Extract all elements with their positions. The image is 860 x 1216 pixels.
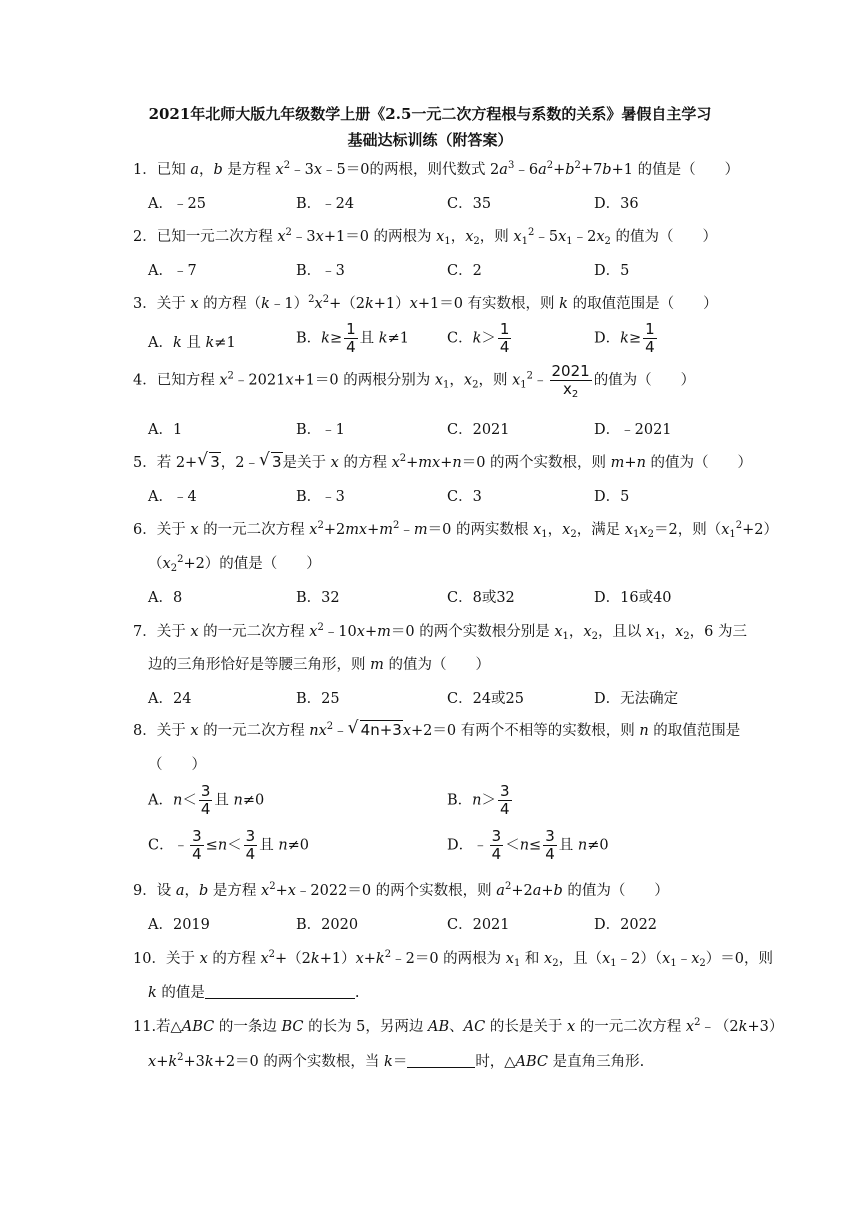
title-line-1: 2021年北师大版九年级数学上册《2.5一元二次方程根与系数的关系》暑假自主学习 — [148, 105, 712, 123]
q4-option-c[interactable]: C．2021 — [447, 422, 510, 438]
question-11-line-2: $x+k^2+3k+2=0$ 的两个实数根，当 k＝ 时，△ABC 是直角三角形. — [148, 1052, 645, 1070]
q4-option-a[interactable]: A．1 — [148, 422, 183, 438]
question-7-line-1: 7．关于 x 的一元二次方程 $x^2﹣10x+m=0$ 的两个实数根分别是 $x_1$，$x_2$，且以 $x_1$，$x_2$，6 为三 — [133, 622, 748, 642]
question-6-line-1: 6．关于 x 的一元二次方程 $x^2+2mx+m^2﹣m=0$ 的两实数根 $x_1$，$x_2$，满足 $x_1x_2=2$，则$(x_1^2+2)$ — [133, 520, 779, 540]
q2-option-d[interactable]: D．5 — [594, 263, 630, 279]
q3-option-c[interactable]: C．k＞ $\frac{1}{4}$ — [447, 320, 510, 356]
q3-option-b[interactable]: B．k≥ $\frac{1}{4}$ 且 k≠1 — [296, 320, 409, 356]
q2-option-b[interactable]: B．﹣3 — [296, 263, 345, 279]
question-8-line-1: 8．关于 x 的一元二次方程 $nx^2﹣√$ 4n+3x+2＝0 有两个不相等的实数根，则 n 的取值范围是 — [133, 719, 740, 740]
fraction-1-4: $\frac{1}{4}$ — [346, 320, 356, 356]
question-3: 3．关于 x 的方程$(k﹣1)^2x^2+(2k+1)x+1=0$ 有实数根，则 k 的取值范围是（ ） — [133, 294, 718, 312]
fraction-3-4: $\frac{3}{4}$ — [545, 827, 555, 863]
question-5: 5．若 2+√ 3，2﹣√ 3是关于 x 的方程 $x^2+mx+n=0$ 的两个实数根，则 m+n 的值为（ ） — [133, 451, 752, 472]
q2-option-c[interactable]: C．2 — [447, 263, 482, 279]
question-9: 9．设 a，b 是方程 $x^2+x﹣2022=0$ 的两个实数根，则 $a^2+2a+b$ 的值为（ ） — [133, 881, 669, 899]
q8-option-d[interactable]: D．﹣ $\frac{3}{4}$ ＜n≤ $\frac{3}{4}$ 且 n≠0 — [447, 827, 609, 863]
q6-option-c[interactable]: C．8或32 — [447, 590, 515, 606]
fraction-3-4: $\frac{3}{4}$ — [192, 827, 202, 863]
q1-option-c[interactable]: C．35 — [447, 196, 492, 212]
question-1: 1．已知 a，b 是方程 $x^2﹣3x﹣5=0$的两根，则代数式 $2a^3﹣6a^2+b^2+7b+1$ 的值是（ ） — [133, 160, 740, 178]
q5-option-b[interactable]: B．﹣3 — [296, 489, 345, 505]
q1-option-d[interactable]: D．36 — [594, 196, 639, 212]
q6-option-a[interactable]: A．8 — [148, 590, 183, 606]
q7-option-a[interactable]: A．24 — [148, 691, 192, 707]
answer-blank[interactable] — [407, 1053, 475, 1068]
sqrt-4n-plus-3: √ 4n+3 — [348, 721, 403, 739]
question-7-line-2: 边的三角形恰好是等腰三角形，则 m 的值为（ ） — [148, 657, 490, 673]
q9-option-d[interactable]: D．2022 — [594, 917, 658, 933]
fraction-2021-x2: $\frac{2021}{x_2}$ — [551, 362, 590, 400]
q6-option-b[interactable]: B．32 — [296, 590, 340, 606]
q5-option-d[interactable]: D．5 — [594, 489, 630, 505]
question-2: 2．已知一元二次方程 $x^2﹣3x+1=0$ 的两根为 $x_1$，$x_2$，则 $x_1^2﹣5x_1﹣2x_2$ 的值为（ ） — [133, 227, 718, 247]
q3-option-a[interactable]: A．k 且 k≠1 — [148, 335, 236, 351]
q8-option-a[interactable]: A．n＜ $\frac{3}{4}$ 且 n≠0 — [148, 782, 265, 818]
q1-option-a[interactable]: A．﹣25 — [148, 196, 206, 212]
q8-option-b[interactable]: B．n＞ $\frac{3}{4}$ — [447, 782, 510, 818]
q2-option-a[interactable]: A．﹣7 — [148, 263, 197, 279]
question-11-line-1: 11.若△ABC 的一条边 BC 的长为 5，另两边 AB、AC 的长是关于 x 的一元二次方程 $x^2﹣(2k+3)$ — [133, 1017, 784, 1035]
fraction-3-4: $\frac{3}{4}$ — [245, 827, 256, 863]
q7-option-d[interactable]: D．无法确定 — [594, 691, 679, 707]
q3-option-d[interactable]: D．k≥ $\frac{1}{4}$ — [594, 320, 655, 356]
q7-option-b[interactable]: B．25 — [296, 691, 340, 707]
q7-option-c[interactable]: C．24或25 — [447, 691, 524, 707]
q1-option-b[interactable]: B．﹣24 — [296, 196, 355, 212]
fraction-1-4: $\frac{1}{4}$ — [645, 320, 655, 356]
fraction-3-4: $\frac{3}{4}$ — [200, 782, 211, 818]
fraction-3-4: $\frac{3}{4}$ — [491, 827, 502, 863]
sqrt-3: √ 3 — [259, 453, 283, 471]
answer-blank[interactable] — [205, 984, 355, 999]
title-line-2: 基础达标训练（附答案） — [347, 131, 513, 149]
q5-option-c[interactable]: C．3 — [447, 489, 482, 505]
q9-option-c[interactable]: C．2021 — [447, 917, 510, 933]
q5-option-a[interactable]: A．﹣4 — [148, 489, 197, 505]
q4-option-b[interactable]: B．﹣1 — [296, 422, 345, 438]
question-10-line-2: k 的值是 . — [148, 985, 360, 1001]
fraction-1-4: $\frac{1}{4}$ — [499, 320, 510, 356]
q6-option-d[interactable]: D．16或40 — [594, 590, 672, 606]
q4-option-d[interactable]: D．﹣2021 — [594, 422, 672, 438]
question-6-line-2: $(x_2^2+2)$的值是（ ） — [148, 554, 321, 574]
q8-option-c[interactable]: C．﹣ $\frac{3}{4}$ ≤n＜ $\frac{3}{4}$ 且 n≠0 — [148, 827, 310, 863]
question-4: 4．已知方程 $x^2﹣2021x+1=0$ 的两根分别为 $x_1$，$x_2$，则 $x_1^2﹣$ $\frac{2021}{x_2}$ 的值为（ ） — [133, 362, 696, 400]
question-8-line-2: （ ） — [148, 757, 206, 773]
question-10-line-1: 10．关于 x 的方程 $x^2+(2k+1)x+k^2﹣2=0$ 的两根为 $x_1$ 和 $x_2$，且$(x_1﹣2)(x_1﹣x_2)=0$，则 — [133, 949, 774, 969]
q9-option-a[interactable]: A．2019 — [148, 917, 210, 933]
q9-option-b[interactable]: B．2020 — [296, 917, 359, 933]
fraction-3-4: $\frac{3}{4}$ — [500, 782, 510, 818]
sqrt-3: √ 3 — [197, 453, 221, 471]
